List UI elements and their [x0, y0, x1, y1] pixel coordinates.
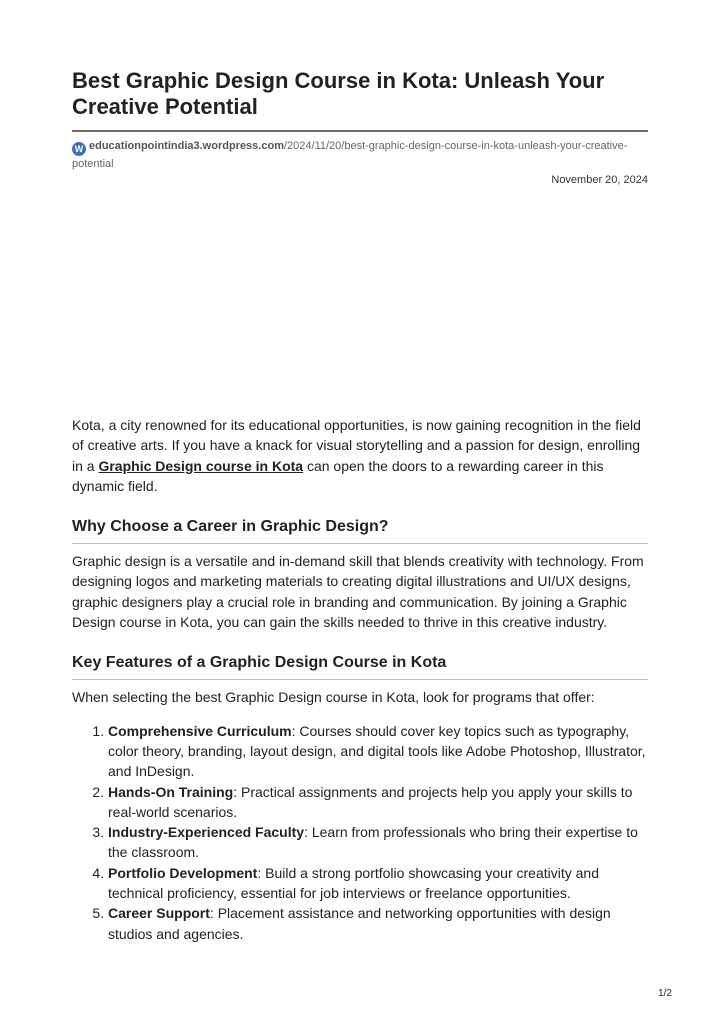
list-item-term: Hands-On Training [108, 783, 234, 800]
section-heading-why: Why Choose a Career in Graphic Design? [72, 518, 389, 536]
intro-text-start: Kota, a city renowned for its educational opportunities, is now gaining recognition in the field of creative arts. If you have a knack for visual storytelling and a passion for design, enrolling in a [72, 417, 641, 474]
featured-image-area [72, 186, 648, 406]
page-title: Best Graphic Design Course in Kota: Unleash Your Creative Potential [72, 68, 605, 119]
list-item-desc: : Build a strong portfolio showcasing your creativity and technical proficiency, essential for job interviews or freelance opportunities. [108, 864, 599, 902]
source-path: /2024/11/20/best-graphic-design-course-in-kota-unleash-your-creative-potential [72, 140, 628, 170]
course-link[interactable]: Graphic Design course in Kota [98, 457, 304, 474]
list-item-desc: : Learn from professionals who bring their expertise to the classroom. [108, 824, 638, 861]
section-heading-features: Key Features of a Graphic Design Course in Kota [72, 654, 447, 672]
intro-text-end: can open the doors to a rewarding career in this dynamic field. [72, 457, 604, 494]
page-number: 1/2 [658, 988, 672, 999]
section-divider [72, 543, 648, 544]
title-divider [72, 130, 648, 132]
list-item-term: Industry-Experienced Faculty [108, 824, 305, 841]
list-item-desc: : Practical assignments and projects help you apply your skills to real-world scenarios. [108, 783, 633, 820]
list-item [108, 863, 648, 904]
list-item-term: Portfolio Development [108, 864, 258, 881]
publish-date: November 20, 2024 [551, 174, 648, 186]
section-divider [72, 679, 648, 680]
why-paragraph: Graphic design is a versatile and in-demand skill that blends creativity with technology. From designing logos and marketing materials to creating digital illustrations and UI/UX designs, graphic designers play a crucial role in branding and communication. By joining a Graphic Design course in Kota, you can gain the skills needed to thrive in this creative industry. [72, 553, 644, 631]
features-list [72, 721, 648, 944]
list-item-term: Career Support [108, 905, 210, 922]
source-link[interactable] [72, 140, 627, 170]
features-intro: When selecting the best Graphic Design course in Kota, look for programs that offer: [72, 689, 595, 706]
list-item-term: Comprehensive Curriculum [108, 722, 292, 739]
list-item [108, 903, 648, 944]
source-domain: educationpointindia3.wordpress.com [89, 140, 284, 152]
wordpress-icon: W [72, 142, 86, 156]
list-item [108, 782, 648, 823]
intro-paragraph [72, 415, 648, 496]
list-item [108, 721, 648, 782]
list-item-desc: : Placement assistance and networking opportunities with design studios and agencies. [108, 905, 611, 942]
document-page [72, 0, 648, 944]
source-line [72, 138, 648, 172]
list-item [108, 822, 648, 863]
list-item-desc: : Courses should cover key topics such as typography, color theory, branding, layout design, and digital tools like Adobe Photoshop, Illustrator, and InDesign. [108, 722, 646, 780]
